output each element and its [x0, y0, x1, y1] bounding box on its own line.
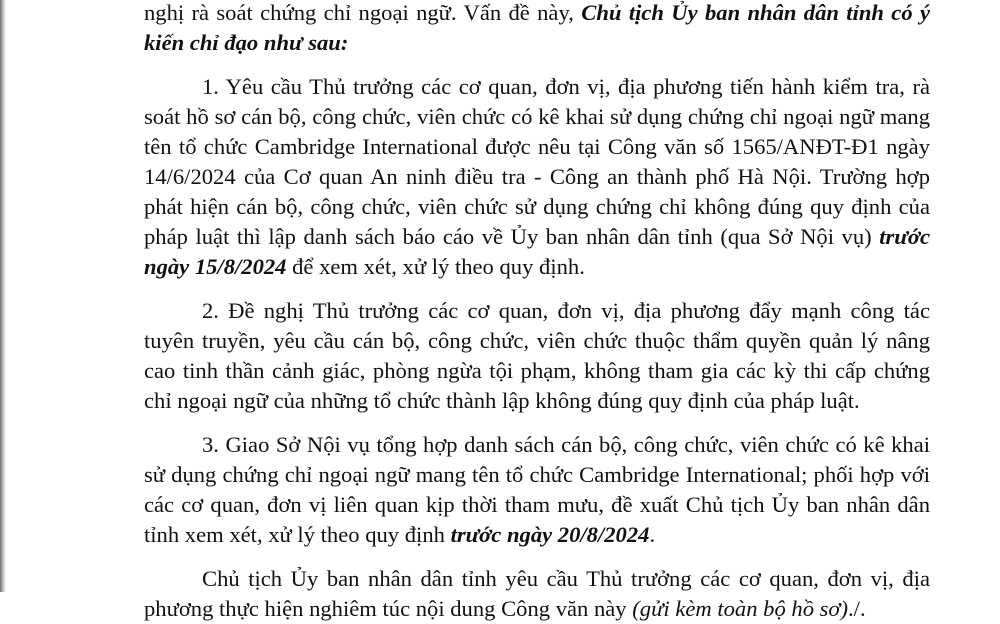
item-3-deadline: trước ngày 20/8/2024 — [450, 522, 650, 547]
directive-item-2 — [144, 296, 930, 416]
closing-text: Chủ tịch Ủy ban nhân dân tỉnh yêu cầu Thủ trưởng các cơ quan, đơn vị, địa phương thực hiện nghiêm túc nội dung Công văn này — [144, 566, 930, 621]
directive-item-1 — [144, 72, 930, 282]
intro-paragraph — [144, 0, 930, 58]
item-2-text: 2. Đề nghị Thủ trưởng các cơ quan, đơn vị, địa phương đẩy mạnh công tác tuyên truyền, yêu cầu cán bộ, công chức, viên chức thuộc thẩm quyền quản lý nâng cao tinh thần cảnh giác, phòng ngừa tội phạm, không tham gia các kỳ thi cấp chứng chỉ ngoại ngữ của những tổ chức thành lập không đúng quy định của pháp luật. — [144, 298, 930, 413]
item-3-text: 3. Giao Sở Nội vụ tổng hợp danh sách cán bộ, công chức, viên chức có kê khai sử dụng chứng chỉ ngoại ngữ mang tên tổ chức Cambridge International; phối hợp với các cơ quan, đơn vị liên quan kịp thời tham mưu, đề xuất Chủ tịch Ủy ban nhân dân tỉnh xem xét, xử lý theo quy định — [144, 432, 930, 547]
directive-item-3 — [144, 430, 930, 550]
document-body — [144, 0, 930, 624]
item-1-text: 1. Yêu cầu Thủ trưởng các cơ quan, đơn vị, địa phương tiến hành kiểm tra, rà soát hồ sơ cán bộ, công chức, viên chức có kê khai sử dụng chứng chỉ ngoại ngữ mang tên tổ chức Cambridge International được nêu tại Công văn số 1565/ANĐT-Đ1 ngày 14/6/2024 của Cơ quan An ninh điều tra - Công an thành phố Hà Nội. Trường hợp phát hiện cán bộ, công chức, viên chức sử dụng chứng chỉ không đúng quy định của pháp luật thì lập danh sách báo cáo về Ủy ban nhân dân tỉnh (qua Sở Nội vụ) — [144, 74, 930, 249]
closing-paragraph — [144, 564, 930, 624]
chairman-directive-heading: Chủ tịch Ủy ban nhân dân tỉnh có ý kiến chỉ đạo như sau: — [144, 0, 930, 55]
closing-text-end: ./. — [848, 596, 866, 621]
closing-attachment-note: (gửi kèm toàn bộ hồ sơ) — [632, 596, 849, 621]
item-3-text-end: . — [649, 522, 656, 547]
item-1-text-end: để xem xét, xử lý theo quy định. — [286, 254, 585, 279]
intro-text: nghị rà soát chứng chỉ ngoại ngữ. Vấn đề này, — [144, 0, 582, 25]
item-1-deadline: trước ngày 15/8/2024 — [144, 224, 930, 279]
page-edge-shadow — [0, 0, 6, 592]
